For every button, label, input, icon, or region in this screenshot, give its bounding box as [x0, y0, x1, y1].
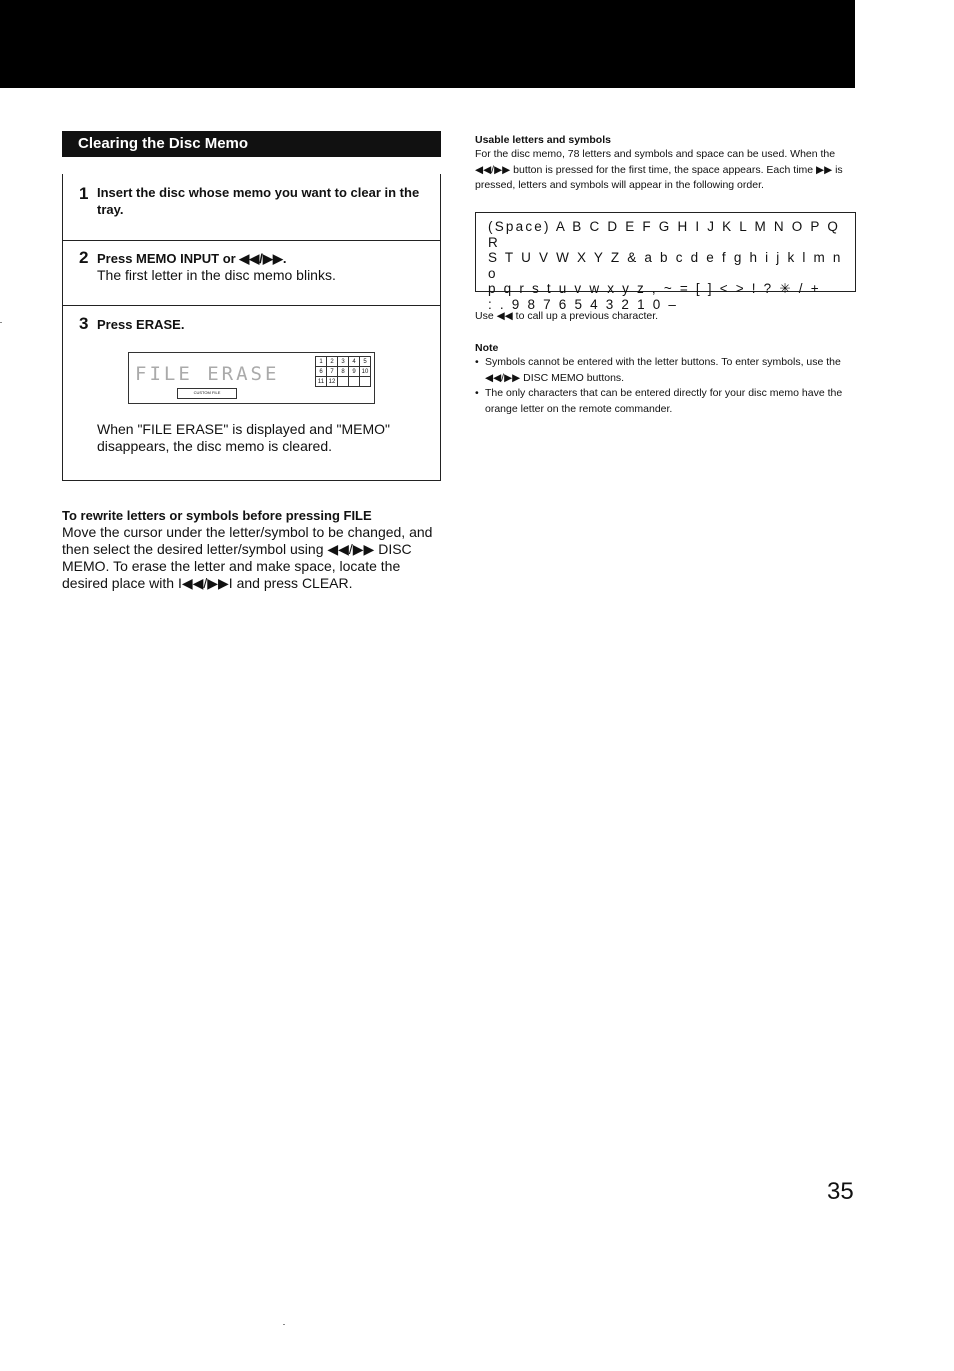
rewrite-body: Move the cursor under the letter/symbol to be changed, and then select the desired letter/symbol using ◀◀/▶▶ DISC MEMO. To erase the letter and make space, locate the desired place with I◀◀/▶▶I and press CLEAR. — [62, 524, 433, 591]
grid-cell — [360, 377, 371, 387]
charset-line: S T U V W X Y Z & a b c d e f g h i j k l m n o — [488, 250, 843, 281]
bullet-icon: • — [475, 387, 479, 399]
grid-cell — [349, 377, 360, 387]
margin-mark — [283, 1324, 285, 1325]
lcd-display-illustration — [128, 352, 375, 404]
rewrite-heading: To rewrite letters or symbols before pressing FILE — [62, 508, 372, 523]
divider — [63, 305, 440, 306]
section-title: Clearing the Disc Memo — [62, 131, 441, 157]
grid-cell: 12 — [327, 377, 338, 387]
character-set-box — [475, 212, 856, 312]
page-number: 35 — [827, 1178, 854, 1205]
grid-cell — [338, 377, 349, 387]
note-item — [475, 386, 855, 417]
grid-cell: 2 — [327, 357, 338, 367]
note-item — [475, 355, 855, 386]
grid-cell: 3 — [338, 357, 349, 367]
grid-cell: 7 — [327, 367, 338, 377]
grid-cell: 4 — [349, 357, 360, 367]
step-heading: Press ERASE. — [97, 317, 185, 332]
note-text: Symbols cannot be entered with the letter buttons. To enter symbols, use the ◀◀/▶▶ DISC MEMO buttons. — [485, 356, 841, 384]
grid-cell: 8 — [338, 367, 349, 377]
rewrite-section — [62, 507, 442, 592]
note-text: The only characters that can be entered directly for your disc memo have the orange letter on the remote commander. — [485, 387, 843, 415]
margin-mark — [0, 322, 2, 323]
grid-cell: 6 — [316, 367, 327, 377]
lcd-text: FILE ERASE — [135, 363, 280, 385]
charset-line: (Space) A B C D E F G H I J K L M N O P Q R — [488, 219, 841, 250]
steps-box — [62, 174, 441, 481]
charset-line: : . 9 8 7 6 5 4 3 2 1 0 – — [488, 296, 679, 312]
step-number: 2 — [79, 248, 89, 267]
step-description: When "FILE ERASE" is displayed and "MEMO" disappears, the disc memo is cleared. — [97, 421, 390, 454]
track-grid — [315, 356, 371, 387]
grid-cell: 1 — [316, 357, 327, 367]
grid-cell: 10 — [360, 367, 371, 377]
step-number: 1 — [79, 184, 89, 203]
step-description: The first letter in the disc memo blinks. — [97, 267, 336, 283]
previous-char-note: Use ◀◀ to call up a previous character. — [475, 310, 659, 322]
usable-body: For the disc memo, 78 letters and symbols and space can be used. When the ◀◀/▶▶ button is pressed for the first time, the space appears. Each time ▶▶ is pressed, letters and symbols will appear in the following order. — [475, 148, 843, 191]
divider — [63, 240, 440, 241]
usable-heading: Usable letters and symbols — [475, 134, 611, 146]
note-section — [475, 341, 855, 417]
grid-cell: 5 — [360, 357, 371, 367]
bullet-icon: • — [475, 356, 479, 368]
custom-file-indicator: CUSTOM FILE — [177, 388, 237, 399]
usable-section — [475, 133, 855, 194]
step-heading: Press MEMO INPUT or ◀◀/▶▶. — [97, 251, 287, 266]
charset-line: p q r s t u v w x y z , ~ = [ ] < > ! ? ✳ / + — [488, 281, 821, 296]
step-heading: Insert the disc whose memo you want to clear in the tray. — [97, 185, 420, 217]
header-bar — [0, 0, 855, 88]
grid-cell: 9 — [349, 367, 360, 377]
note-heading: Note — [475, 342, 499, 354]
grid-cell: 11 — [316, 377, 327, 387]
step-number: 3 — [79, 314, 89, 333]
